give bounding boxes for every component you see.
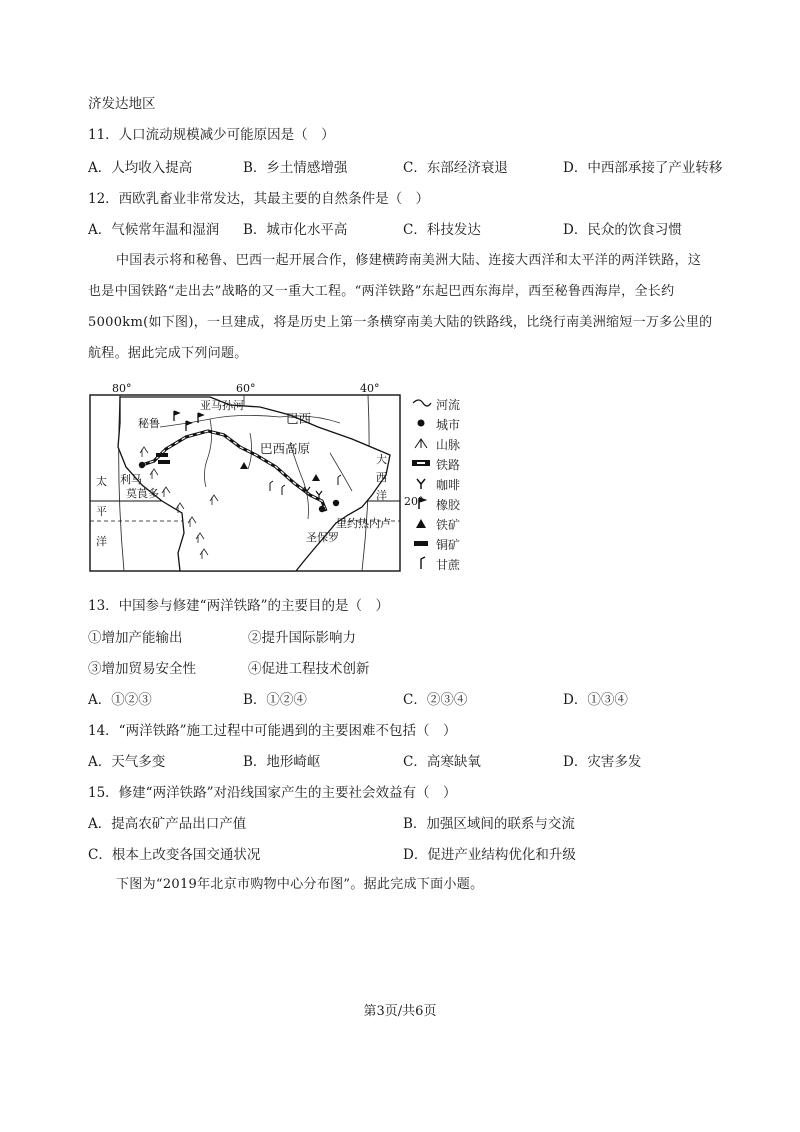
copper-ore-2 (158, 460, 170, 464)
longitude-label-40: 40° (360, 382, 380, 395)
q12-option-d: D．民众的饮食习惯 (563, 222, 682, 238)
label-atlantic-3: 洋 (376, 489, 387, 502)
label-brazil: 巴西 (286, 411, 312, 426)
legend-rubber: 橡胶 (410, 496, 460, 513)
question-15-stem: 15．修建“两洋铁路”对沿线国家产生的主要社会效益有（ ） (88, 785, 457, 801)
legend-river: 河流 (410, 396, 460, 413)
south-america-map (90, 382, 424, 573)
rubber-icon (410, 497, 432, 512)
q11-option-b: B．乡土情感增强 (243, 160, 348, 176)
river-icon (410, 397, 432, 412)
iron-ore-icon (410, 517, 432, 532)
passage-line-4: 航程。据此完成下列问题。 (88, 346, 248, 361)
passage-line-3: 5000km(如下图)，一旦建成，将是历史上第一条横穿南美大陆的铁路线，比绕行南美洲缩短一万多公里的 (88, 315, 713, 330)
q15-option-d: D．促进产业结构优化和升级 (403, 847, 576, 863)
coffee-icon (410, 477, 432, 492)
question-13-stem: 13．中国参与修建“两洋铁路”的主要目的是（ ） (88, 598, 389, 614)
legend-railway: 铁路 (410, 456, 460, 473)
q12-option-c: C．科技发达 (403, 222, 481, 238)
q13-statement-1: ①增加产能输出 (88, 630, 183, 646)
q13-statement-4: ④促进工程技术创新 (248, 661, 370, 677)
city-icon (410, 417, 432, 432)
question-12-stem: 12．西欧乳畜业非常发达，其最主要的自然条件是（ ） (88, 191, 430, 207)
label-peru: 秘鲁 (138, 417, 160, 430)
label-saopaulo: 圣保罗 (306, 531, 339, 544)
question-11-stem: 11．人口流动规模减少可能原因是（ ） (88, 127, 335, 143)
mountain-icon (410, 437, 432, 452)
longitude-label-80: 80° (112, 382, 132, 395)
q11-option-d: D．中西部承接了产业转移 (563, 160, 723, 176)
q15-option-c: C．根本上改变各国交通状况 (88, 847, 261, 863)
q11-option-a: A．人均收入提高 (88, 160, 193, 176)
next-section-intro: 下图为“2019年北京市购物中心分布图”。据此完成下面小题。 (116, 877, 484, 892)
label-pacific-3: 洋 (96, 535, 107, 548)
city-lima (139, 462, 145, 468)
q13-option-a: A．①②③ (88, 692, 152, 708)
legend-sugarcane: 甘蔗 (410, 556, 460, 573)
railway-icon (410, 457, 432, 472)
q13-statement-3: ③增加贸易安全性 (88, 661, 196, 677)
question-14-stem: 14．“两洋铁路”施工过程中可能遇到的主要困难不包括（ ） (88, 723, 457, 739)
map-svg (90, 382, 424, 573)
q11-option-c: C．东部经济衰退 (403, 160, 508, 176)
latitude-label: 20° (404, 495, 424, 508)
q15-option-b: B．加强区域间的联系与交流 (403, 816, 575, 832)
legend-copper: 铜矿 (410, 536, 460, 553)
q14-option-a: A．天气多变 (88, 754, 166, 770)
label-moquegua: 莫莨多 (126, 487, 159, 500)
label-pacific-2: 平 (96, 505, 107, 518)
legend-iron: 铁矿 (410, 516, 460, 533)
q14-option-c: C．高寒缺氧 (403, 754, 481, 770)
q15-option-a: A．提高农矿产品出口产值 (88, 816, 247, 832)
q14-option-d: D．灾害多发 (563, 754, 642, 770)
q13-option-b: B．①②④ (243, 692, 307, 708)
legend-mountain: 山脉 (410, 436, 460, 453)
label-plateau: 巴西高原 (260, 441, 311, 456)
passage-line-1: 中国表示将和秘鲁、巴西一起开展合作，修建横跨南美洲大陆、连接大西洋和太平洋的两洋铁路，这 (116, 253, 702, 268)
q13-option-d: D．①③④ (563, 692, 628, 708)
longitude-label-60: 60° (236, 382, 256, 395)
legend-coffee: 咖啡 (410, 476, 460, 493)
label-atlantic-2: 西 (376, 471, 387, 484)
copper-ore-icon (410, 537, 432, 552)
page-footer: 第3页/共6页 (363, 1004, 437, 1019)
label-pacific-1: 太 (96, 475, 107, 488)
q12-option-b: B．城市化水平高 (243, 222, 348, 238)
q13-option-c: C．②③④ (403, 692, 468, 708)
header-fragment: 济发达地区 (88, 96, 156, 112)
q13-statement-2: ②提升国际影响力 (248, 630, 356, 646)
passage-line-2: 也是中国铁路“走出去”战略的又一重大工程。“两洋铁路”东起巴西东海岸，西至秘鲁西海岸，全长约 (88, 284, 675, 299)
q12-option-a: A．气候常年温和湿润 (88, 222, 220, 238)
city-rio (333, 500, 339, 506)
legend-city: 城市 (410, 416, 460, 433)
q14-option-b: B．地形崎岖 (243, 754, 321, 770)
label-rio: 里约热内卢 (336, 517, 391, 530)
label-amazon: 亚马孙河 (200, 399, 244, 412)
copper-ore-1 (156, 453, 168, 457)
city-sao-paulo (319, 506, 325, 512)
label-lima: 利马 (120, 473, 142, 486)
label-atlantic-1: 大 (376, 453, 387, 466)
sugarcane-icon (410, 557, 432, 572)
